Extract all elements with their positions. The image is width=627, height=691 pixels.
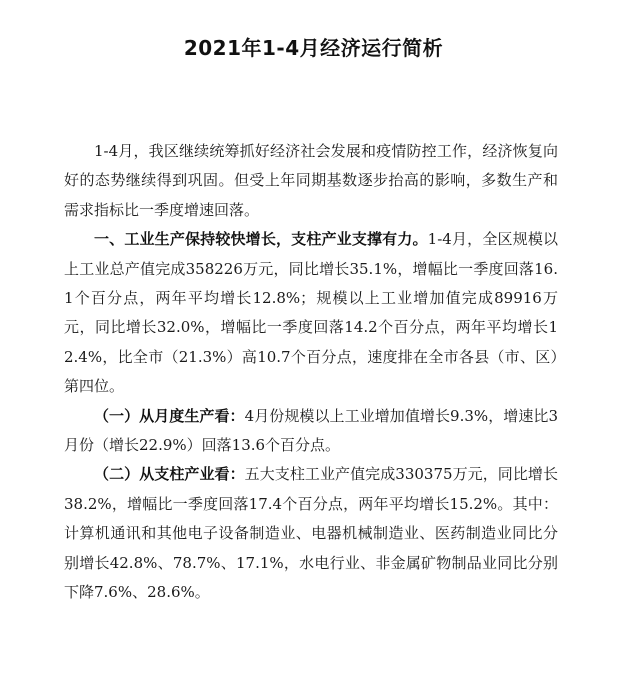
section-heading-industry: 一、工业生产保持较快增长，支柱产业支撑有力。	[94, 230, 428, 249]
subsection-heading-pillar: （二）从支柱产业看：	[94, 465, 245, 484]
paragraph-industry	[64, 225, 558, 401]
document-title: 2021年1-4月经济运行简析	[183, 36, 444, 60]
paragraph-pillar-text: 五大支柱工业产值完成330375万元，同比增长38.2%，增幅比一季度回落17.4个百分点，两年平均增长15.2%。其中：计算机通讯和其他电子设备制造业、电器机械制造业、医药制造业同比分别增长42.8%、78.7%、17.1%，水电行业、非金属矿物制品业同比分别下降7.6%、28.6%。	[64, 465, 558, 602]
paragraph-pillar	[64, 460, 558, 607]
subsection-heading-monthly: （一）从月度生产看：	[94, 406, 245, 425]
paragraph-industry-text: 1-4月，全区规模以上工业总产值完成358226万元，同比增长35.1%，增幅比一季度回落16.1个百分点，两年平均增长12.8%；规模以上工业增加值完成89916万元，同比增长32.0%，增幅比一季度回落14.2个百分点，两年平均增长12.4%，比全市（21.3%）高10.7个百分点，速度排在全市各县（市、区）第四位。	[64, 230, 558, 396]
paragraph-monthly-text: 4月份规模以上工业增加值增长9.3%，增速比3月份（增长22.9%）回落13.6个百分点。	[64, 406, 558, 455]
paragraph-intro: 1-4月，我区继续统筹抓好经济社会发展和疫情防控工作，经济恢复向好的态势继续得到巩固。但受上年同期基数逐步抬高的影响，多数生产和需求指标比一季度增速回落。	[64, 142, 558, 219]
paragraph-monthly	[64, 402, 558, 461]
document-body	[64, 137, 558, 608]
